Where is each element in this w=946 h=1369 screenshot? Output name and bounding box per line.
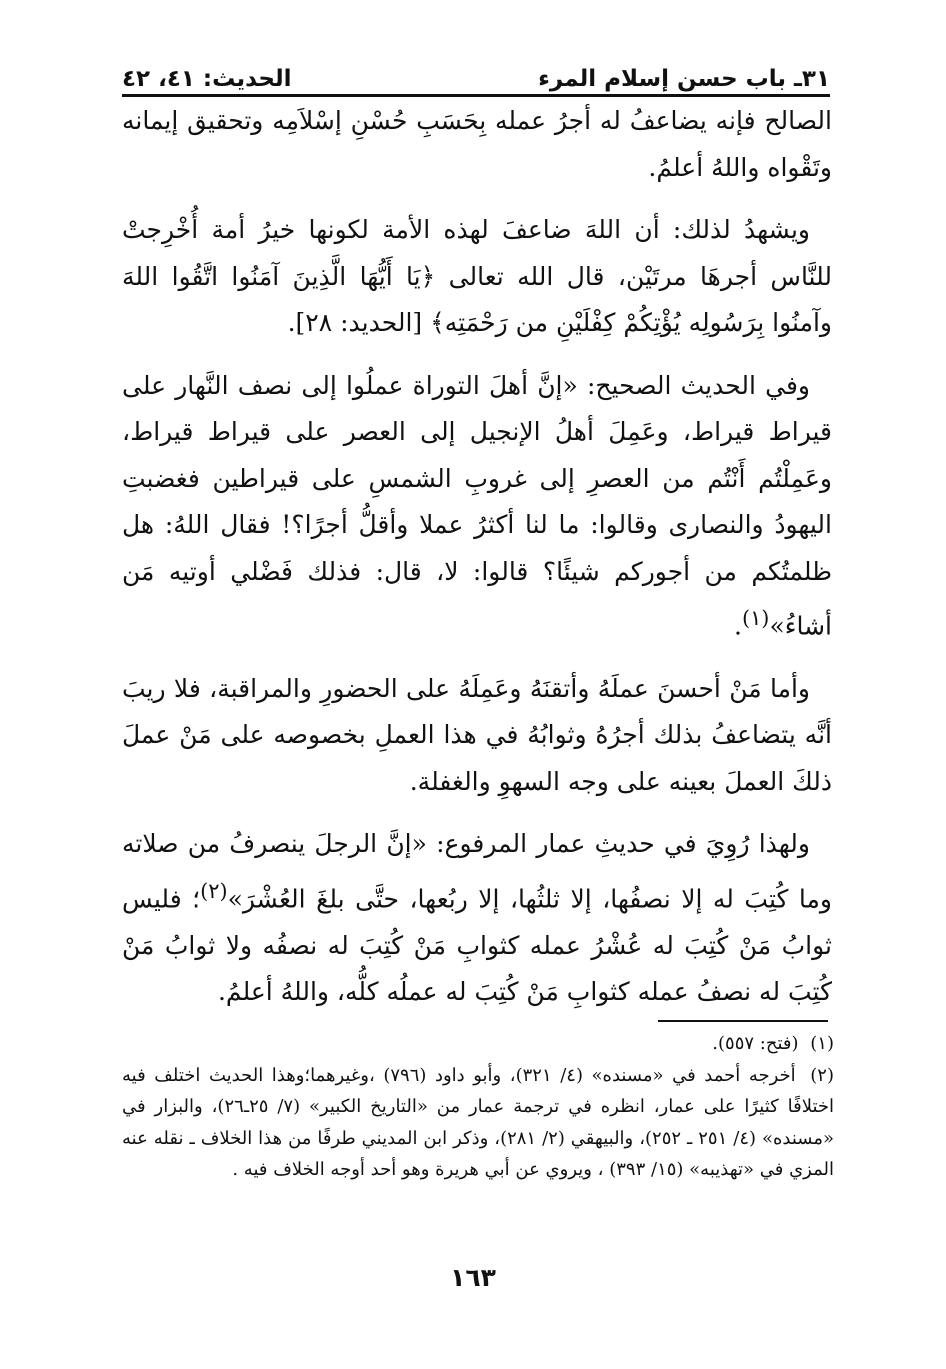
footnote-rule [658,1020,828,1022]
footnote-1-number: (١) [810,1033,834,1054]
footnote-marker-2: (٢) [200,878,228,903]
running-header [122,52,830,92]
paragraph-5-end: ؛ فليس ثوابُ مَنْ كُتِبَ له عُشْرُ عمله كثوابِ مَنْ كُتِبَ له نصفُه ولا ثوابُ مَنْ كُتِبَ له نصفُ عمله كثوابِ مَنْ كُتِبَ له عملُه كلُّه، واللهُ أعلمُ. [122,884,832,1007]
footnote-1-text: (فتح: ٥٥٧). [712,1033,799,1054]
paragraph-3-end: . [734,611,742,641]
footnote-marker-1: (١) [741,606,770,630]
footnote-1 [122,1028,834,1060]
footnotes [122,1028,834,1186]
header-rule [122,94,830,97]
paragraph-4: وأما مَنْ أحسنَ عملَهُ وأتقنَهُ وعَمِلَهُ على الحضورِ والمراقبة، فلا ريبَ أنَّه يتضاعفُ بذلك أجرُهُ وثوابُهُ في هذا العملِ بخصوصه على مَنْ عملَ ذلكَ العملَ بعينه على وجه السهوِ والغفلة. [122,673,832,796]
footnote-2-text: أخرجه أحمد في «مسنده» (٤/ ٣٢١)، وأبو داود (٧٩٦) ،وغيرهما؛وهذا الحديث اختلف فيه اختلافًا كثيرًا على عمار، انظره في ترجمة عمار من «التاريخ الكبير» (٧/ ٢٥ـ٢٦)، والبزار في «مسنده» (٤/ ٢٥١ ـ ٢٥٢)، والبيهقي (٢/ ٢٨١)، وذكر ابن المديني طرفًا من هذا الخلاف ـ نقله عنه المزي في «تهذيبه» (١٥/ ٣٩٣) ، ويروي عن أبي هريرة وهو أحد أوجه الخلاف فيه . [122,1064,835,1180]
paragraph-5-text: ولهذا رُوِيَ في حديثِ عمار المرفوع: «إنَّ الرجلَ ينصرفُ من صلاته وما كُتِبَ له إلا نصفُها، إلا ثلثُها، إلا ربُعها، حتَّى بلغَ العُشْرَ» [122,829,833,914]
footnote-2 [122,1060,834,1186]
paragraph-5 [122,821,832,1015]
paragraph-3 [122,363,832,650]
main-text [122,98,832,1032]
paragraph-1: الصالح فإنه يضاعفُ له أجرُ عمله بِحَسَبِ حُسْنِ إسْلاَمِه وتحقيق إيمانه وتَقْواه واللهُ أعلمُ. [122,106,832,182]
paragraph-3-text: وفي الحديث الصحيح: «إنَّ أهلَ التوراة عملُوا إلى نصف النَّهار على قيراط قيراط، وعَمِلَ أهلُ الإنجيل إلى العصر على قيراط قيراط، وعَمِلْتُم أَنْتُم من العصرِ إلى غروبِ الشمسِ على قيراطين فغضبتِ اليهودُ والنصارى وقالوا: ما لنا أكثرُ عملا وأقلُّ أجرًا؟! فقال اللهُ: هل ظلمتُكم من أجوركم شيئًا؟ قالوا: لا، قال: فذلك فَضْلي أوتيه مَن أشاءُ» [122,370,832,641]
chapter-title: ٣١ـ باب حسن إسلام المرء [538,66,830,92]
hadith-reference: الحديث: ٤١، ٤٢ [122,66,292,92]
paragraph-2: ويشهدُ لذلك: أن اللهَ ضاعفَ لهذه الأمة لكونها خيرُ أمة أُخْرِجتْ للنَّاس أجرهَا مرتَيْن، قال الله تعالى ﴿يَا أَيُّهَا الَّذِينَ آمَنُوا اتَّقُوا اللهَ وآمنُوا بِرَسُولِه يُؤْتِكُمْ كِفْلَيْنِ من رَحْمَتِه﴾ [الحديد: ٢٨]. [122,215,832,337]
page-number: ١٦٣ [450,1263,496,1292]
footnote-2-number: (٢) [810,1064,834,1086]
